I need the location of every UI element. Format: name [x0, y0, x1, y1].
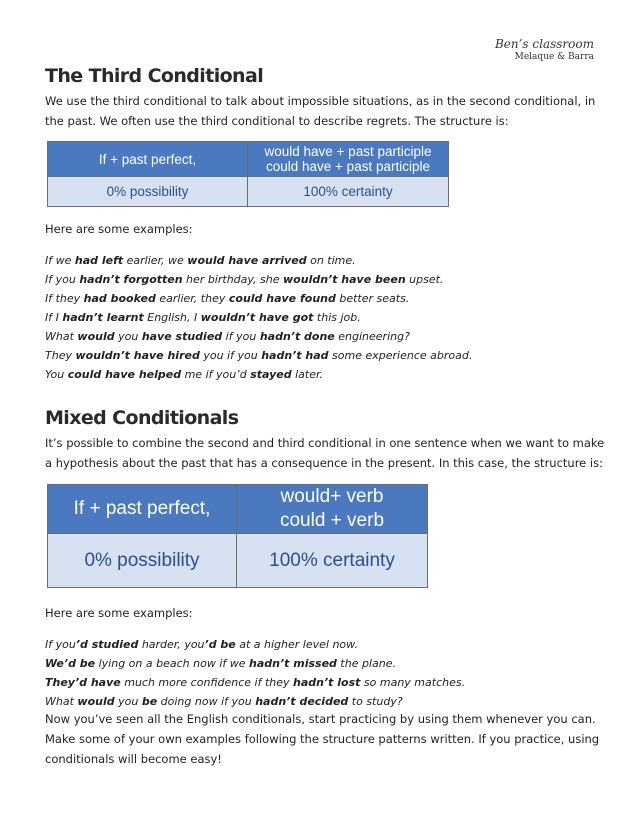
example-text: earlier, they [155, 292, 229, 305]
example-verb-phrase: hadn’t decided [255, 695, 349, 708]
example-text: harder, you [138, 638, 205, 651]
example-verb-phrase: hadn’t done [259, 330, 335, 343]
example-verb-phrase: They’d have [45, 676, 121, 689]
examples-intro: Here are some examples: [45, 222, 193, 236]
example-text: you [114, 330, 142, 343]
example-sentence [45, 654, 465, 673]
examples-intro: Here are some examples: [45, 606, 193, 620]
example-text: her birthday, she [182, 273, 284, 286]
example-sentence [45, 308, 472, 327]
example-text: If you [45, 638, 76, 651]
example-text: engineering? [334, 330, 410, 343]
brand-title: Ben’s classroom [494, 37, 594, 51]
table-body-right: 100% certainty [248, 177, 449, 207]
example-text: What [45, 330, 78, 343]
section-title-mixed-conditionals: Mixed Conditionals [45, 407, 239, 429]
third-conditional-structure-table [47, 141, 449, 207]
example-verb-phrase: have studied [141, 330, 223, 343]
example-verb-phrase: had booked [83, 292, 156, 305]
example-verb-phrase: could have helped [67, 368, 182, 381]
example-sentence [45, 289, 472, 308]
example-verb-phrase: stayed [250, 368, 292, 381]
closing-paragraph: Now you’ve seen all the English conditionals, start practicing by using them whenever you can. Make some of your own examples following the structure patterns written. If you practice, using conditionals will become easy! [45, 712, 600, 766]
example-text: doing now if you [157, 695, 256, 708]
third-conditional-intro: We use the third conditional to talk about impossible situations, as in the second conditional, in the past. We often use the third conditional to describe regrets. The structure is: [45, 94, 596, 128]
example-text: you if you [199, 349, 262, 362]
example-verb-phrase: hadn’t lost [293, 676, 361, 689]
table-header-left: If + past perfect, [48, 485, 237, 534]
example-verb-phrase: hadn’t forgotten [79, 273, 183, 286]
section-title-third-conditional: The Third Conditional [45, 65, 264, 87]
brand-subtitle: Melaque & Barra [514, 52, 594, 62]
example-verb-phrase: could have found [228, 292, 336, 305]
example-verb-phrase: wouldn’t have been [283, 273, 406, 286]
example-sentence [45, 365, 472, 384]
table-header-right-line1: would+ verb [280, 486, 384, 507]
example-verb-phrase: would [77, 330, 115, 343]
example-verb-phrase: be [141, 695, 158, 708]
example-text: If they [45, 292, 84, 305]
example-verb-phrase: hadn’t had [261, 349, 329, 362]
table-body-right: 100% certainty [237, 534, 428, 588]
example-text: If we [45, 254, 75, 267]
example-verb-phrase: hadn’t missed [249, 657, 337, 670]
table-body-left: 0% possibility [48, 534, 237, 588]
example-text: at a higher level now. [235, 638, 358, 651]
example-sentence [45, 251, 472, 270]
example-text: so many matches. [360, 676, 466, 689]
example-verb-phrase: would [77, 695, 115, 708]
example-text: me if you’d [181, 368, 251, 381]
example-verb-phrase: would have arrived [187, 254, 307, 267]
example-verb-phrase: had left [74, 254, 124, 267]
example-text: some experience abroad. [328, 349, 473, 362]
example-sentence [45, 327, 472, 346]
table-header-right [237, 485, 428, 534]
table-header-right-line2: could have + past participle [266, 159, 430, 174]
mixed-conditionals-intro: It’s possible to combine the second and third conditional in one sentence when we want to make a hypothesis about the past that has a consequence in the present. In this case, the structure is: [45, 436, 605, 470]
example-sentence [45, 635, 465, 654]
header-brand [495, 37, 594, 62]
example-text: earlier, we [123, 254, 188, 267]
example-text: If I [45, 311, 63, 324]
example-text: upset. [405, 273, 444, 286]
example-verb-phrase: wouldn’t have hired [75, 349, 200, 362]
third-conditional-examples [45, 251, 472, 384]
example-text: If you [45, 273, 80, 286]
table-header-right-line2: could + verb [279, 510, 385, 531]
example-text: much more confidence if they [120, 676, 294, 689]
example-verb-phrase: hadn’t learnt [62, 311, 144, 324]
table-body-left: 0% possibility [48, 177, 248, 207]
example-text: on time. [306, 254, 356, 267]
table-header-right-line1: would have + past participle [264, 144, 432, 159]
example-text: They [45, 349, 76, 362]
example-text: this job. [313, 311, 361, 324]
example-verb-phrase: We’d be [45, 657, 96, 670]
mixed-conditionals-structure-table [47, 484, 428, 588]
example-text: lying on a beach now if we [95, 657, 250, 670]
table-header-right [248, 142, 449, 177]
example-text: What [45, 695, 78, 708]
example-text: you [114, 695, 142, 708]
example-text: the plane. [336, 657, 396, 670]
table-header-left: If + past perfect, [48, 142, 248, 177]
example-verb-phrase: wouldn’t have got [200, 311, 314, 324]
example-verb-phrase: ’d be [204, 638, 236, 651]
example-sentence [45, 673, 465, 692]
example-text: to study? [348, 695, 403, 708]
example-sentence [45, 270, 472, 289]
example-text: You [45, 368, 68, 381]
example-text: better seats. [335, 292, 410, 305]
mixed-conditionals-examples [45, 635, 465, 711]
example-text: if you [222, 330, 260, 343]
example-sentence [45, 346, 472, 365]
example-text: later. [291, 368, 323, 381]
example-verb-phrase: ’d studied [75, 638, 139, 651]
example-text: English, I [143, 311, 201, 324]
